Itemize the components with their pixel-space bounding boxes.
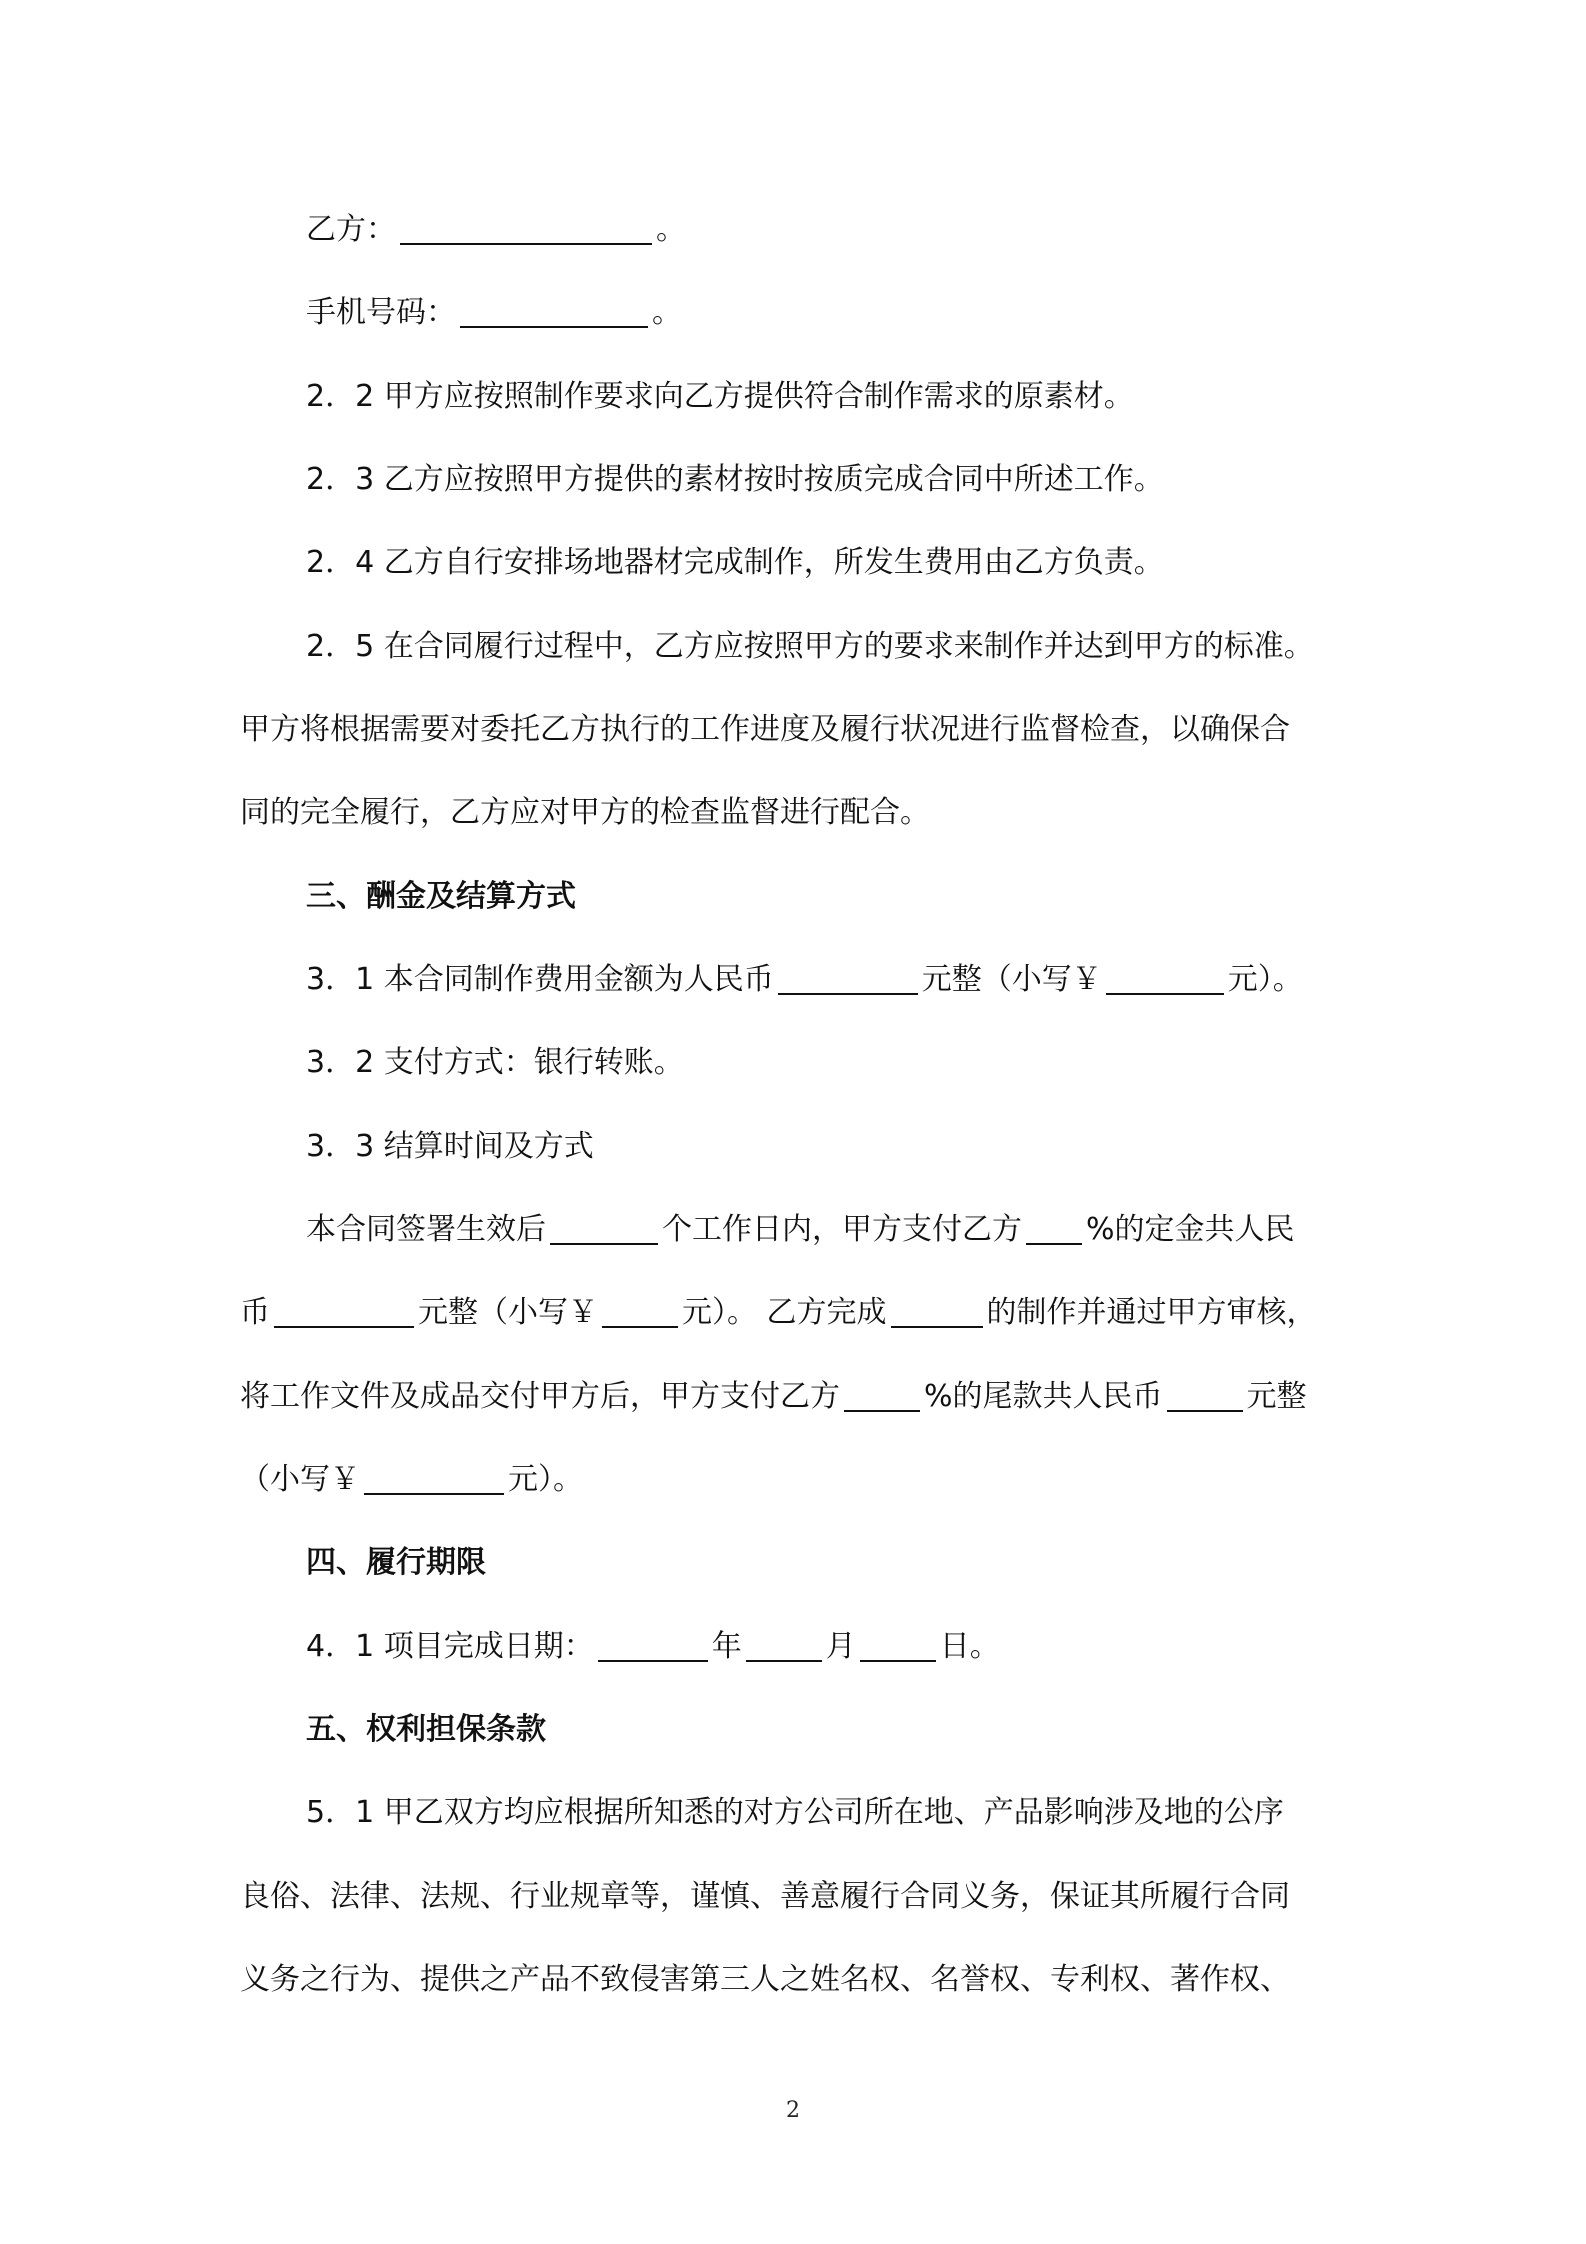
section-3-title: 三、酬金及结算方式 [306,879,576,914]
party-b-line [306,210,1426,250]
clause-2-4: 2．4 乙方自行安排场地器材完成制作，所发生费用由乙方负责。 [306,545,1164,580]
phone-line [306,293,1426,333]
text-fragment: 月 [825,1629,856,1664]
clause-3-1 [306,960,1426,1000]
amount-blank [778,965,918,995]
clause-3-3-line-4 [240,1460,1360,1500]
clause-5-1-line-1: 5．1 甲乙双方均应根据所知悉的对方公司所在地、产品影响涉及地的公序 [306,1795,1284,1830]
clause-3-3-line-3 [240,1377,1360,1417]
page-number: 2 [786,2098,800,2123]
text-fragment: 本合同签署生效后 [306,1212,546,1247]
text-fragment: %的定金共人民 [1086,1212,1295,1247]
clause-2-3: 2．3 乙方应按照甲方提供的素材按时按质完成合同中所述工作。 [306,462,1164,497]
party-b-blank [400,215,652,245]
text-fragment: 年 [711,1629,742,1664]
text-fragment: 的制作并通过甲方审核， [986,1295,1317,1330]
clause-3-3-line-1 [306,1210,1426,1250]
clause-5-1-line-2: 良俗、法律、法规、行业规章等，谨慎、善意履行合同义务，保证其所履行合同 [240,1879,1290,1914]
deposit-amount-blank [274,1298,414,1328]
workdays-blank [550,1215,658,1245]
clause-2-5-line-1: 2．5 在合同履行过程中，乙方应按照甲方的要求来制作并达到甲方的标准。 [306,629,1314,664]
text-fragment: %的尾款共人民币 [924,1379,1163,1414]
day-blank [860,1632,936,1662]
text-fragment: 将工作文件及成品交付甲方后，甲方支付乙方 [240,1379,840,1414]
phone-label: 手机号码： [306,295,456,330]
clause-3-3-title: 3．3 结算时间及方式 [306,1129,594,1164]
balance-percent-blank [844,1382,920,1412]
clause-5-1-line-3: 义务之行为、提供之产品不致侵害第三人之姓名权、名誉权、专利权、著作权、 [240,1962,1290,1997]
clause-2-5-line-3: 同的完全履行，乙方应对甲方的检查监督进行配合。 [240,795,930,830]
clause-3-1-text-b: 元整（小写￥ [921,962,1102,997]
clause-3-1-text-a: 3．1 本合同制作费用金额为人民币 [306,962,774,997]
phone-blank [460,298,648,328]
clause-3-2: 3．2 支付方式：银行转账。 [306,1045,684,1080]
section-5-title: 五、权利担保条款 [306,1712,546,1747]
party-b-end: 。 [656,212,686,247]
clause-3-1-text-c: 元）。 [1227,962,1303,997]
party-b-label: 乙方： [306,212,396,247]
deposit-small-blank [602,1298,678,1328]
deposit-percent-blank [1026,1215,1082,1245]
year-blank [598,1632,708,1662]
clause-2-5-line-2: 甲方将根据需要对委托乙方执行的工作进度及履行状况进行监督检查，以确保合 [240,712,1290,747]
text-fragment: 元）。 [508,1462,583,1497]
text-fragment: 币 [240,1295,270,1330]
amount-small-blank [1106,965,1224,995]
text-fragment: （小写￥ [240,1462,360,1497]
clause-4-1 [306,1627,1426,1667]
balance-small-blank [364,1465,504,1495]
clause-2-2: 2．2 甲方应按照制作要求向乙方提供符合制作需求的原素材。 [306,379,1134,414]
month-blank [746,1632,822,1662]
balance-amount-blank [1167,1382,1243,1412]
text-fragment: 元整（小写￥ [418,1295,598,1330]
text-fragment: 日。 [939,1629,1000,1664]
phone-end: 。 [652,295,682,330]
clause-3-3-line-2 [240,1293,1360,1333]
section-4-title: 四、履行期限 [306,1545,486,1580]
text-fragment: 4．1 项目完成日期： [306,1629,594,1664]
text-fragment: 元）。 乙方完成 [682,1295,887,1330]
work-item-blank [891,1298,983,1328]
text-fragment: 个工作日内，甲方支付乙方 [662,1212,1022,1247]
text-fragment: 元整 [1246,1379,1307,1414]
